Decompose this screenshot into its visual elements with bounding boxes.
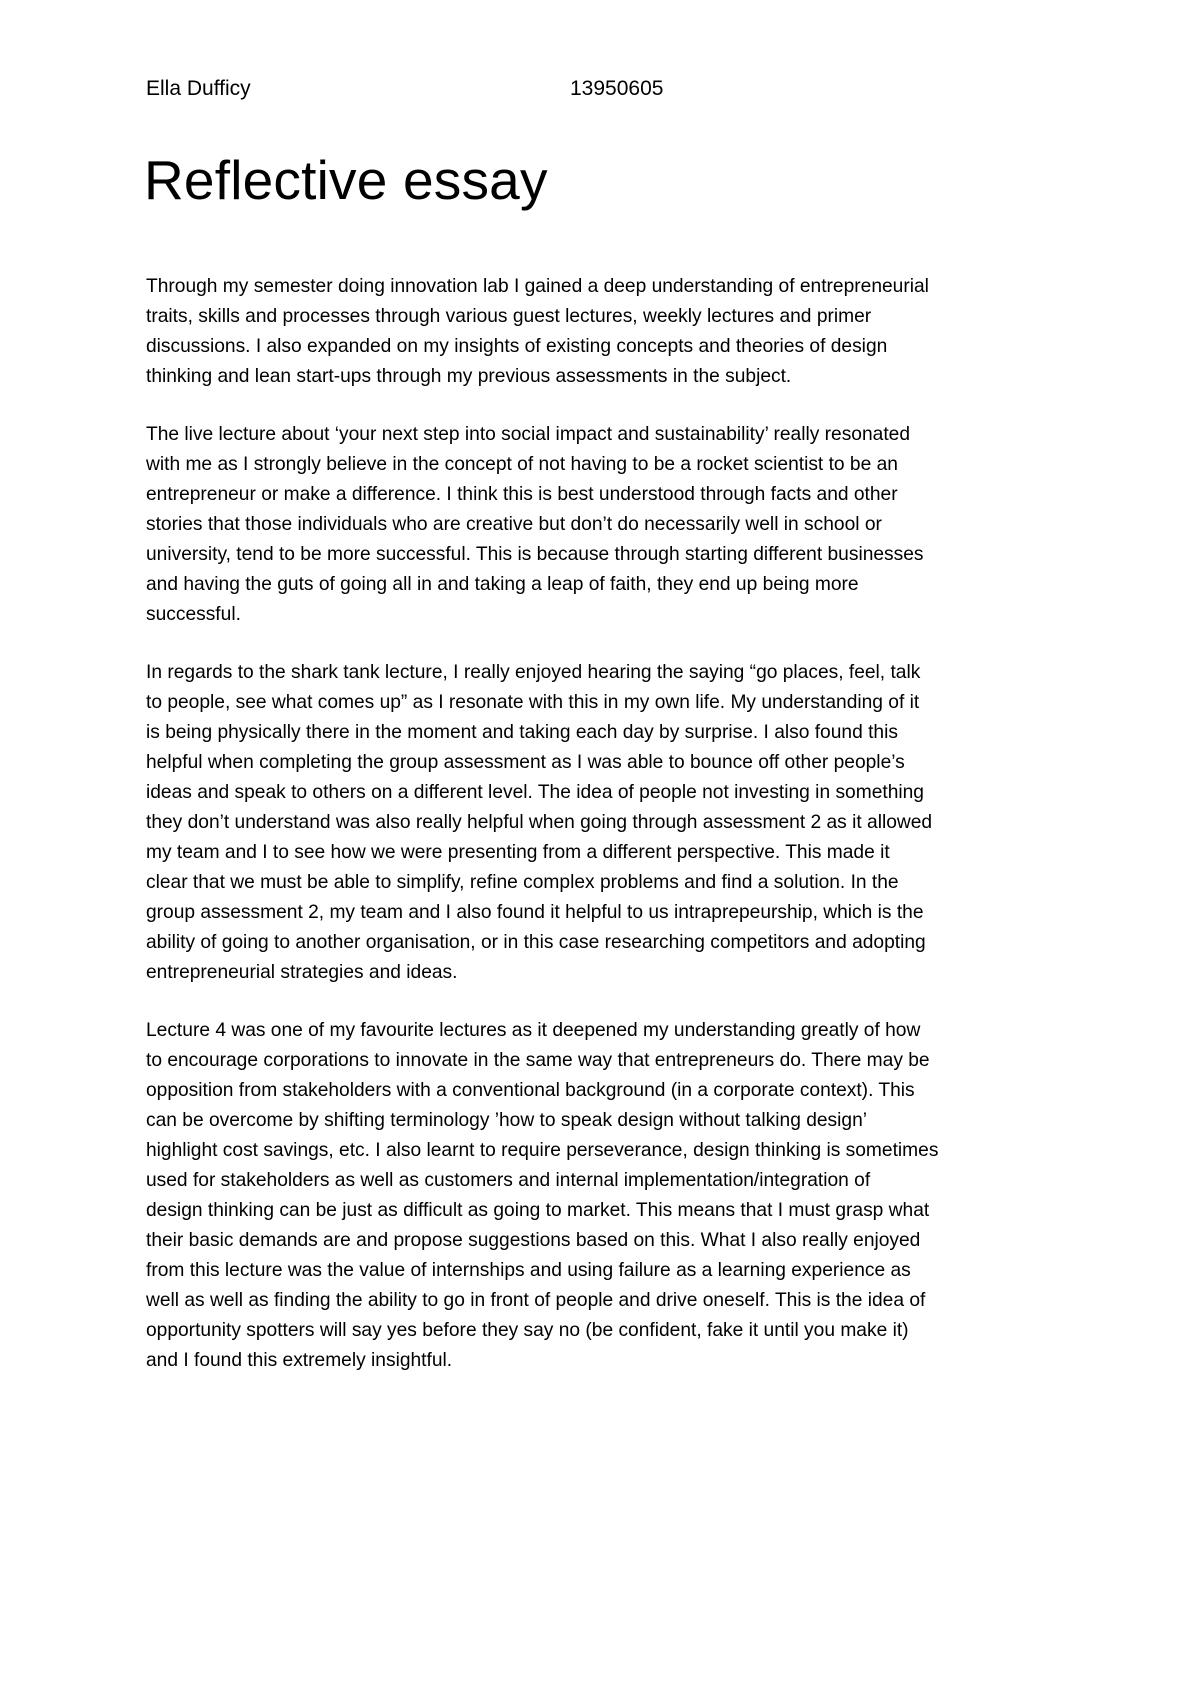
page-header (146, 74, 1066, 104)
paragraph-line: opposition from stakeholders with a conventional background (in a corporate context). This (146, 1080, 915, 1101)
paragraph-line: ability of going to another organisation, or in this case researching competitors and adopting (146, 932, 926, 953)
essay-paragraph (146, 1016, 1066, 1376)
paragraph-line: my team and I to see how we were presenting from a different perspective. This made it (146, 842, 890, 863)
paragraph-line: Lecture 4 was one of my favourite lectures as it deepened my understanding greatly of how (146, 1020, 921, 1041)
paragraph-line: ideas and speak to others on a different level. The idea of people not investing in something (146, 782, 924, 803)
paragraph-line: and having the guts of going all in and taking a leap of faith, they end up being more (146, 574, 859, 595)
author-name: Ella Dufficy (146, 77, 251, 100)
paragraph-line: Through my semester doing innovation lab I gained a deep understanding of entrepreneurial (146, 276, 929, 297)
paragraph-line: traits, skills and processes through various guest lectures, weekly lectures and primer (146, 306, 872, 327)
paragraph-line: used for stakeholders as well as customers and internal implementation/integration of (146, 1170, 871, 1191)
paragraph-line: highlight cost savings, etc. I also learnt to require perseverance, design thinking is sometimes (146, 1140, 939, 1161)
paragraph-line: group assessment 2, my team and I also found it helpful to us intraprepeurship, which is the (146, 902, 924, 923)
student-id: 13950605 (570, 77, 664, 100)
paragraph-line: entrepreneurial strategies and ideas. (146, 962, 458, 983)
paragraph-line: successful. (146, 604, 241, 625)
paragraph-line: their basic demands are and propose suggestions based on this. What I also really enjoyed (146, 1230, 921, 1251)
paragraph-line: clear that we must be able to simplify, refine complex problems and find a solution. In the (146, 872, 899, 893)
essay-body (146, 272, 1066, 1404)
paragraph-line: to encourage corporations to innovate in the same way that entrepreneurs do. There may be (146, 1050, 930, 1071)
paragraph-line: helpful when completing the group assessment as I was able to bounce off other people’s (146, 752, 905, 773)
essay-paragraph (146, 420, 1066, 630)
paragraph-line: from this lecture was the value of internships and using failure as a learning experience as (146, 1260, 911, 1281)
paragraph-line: opportunity spotters will say yes before they say no (be confident, fake it until you make it) (146, 1320, 909, 1341)
essay-paragraph (146, 658, 1066, 988)
paragraph-line: design thinking can be just as difficult as going to market. This means that I must grasp what (146, 1200, 930, 1221)
paragraph-line: well as well as finding the ability to go in front of people and drive oneself. This is the idea of (146, 1290, 926, 1311)
paragraph-line: they don’t understand was also really helpful when going through assessment 2 as it allowed (146, 812, 933, 833)
paragraph-line: entrepreneur or make a difference. I think this is best understood through facts and other (146, 484, 898, 505)
paragraph-line: and I found this extremely insightful. (146, 1350, 453, 1371)
paragraph-line: discussions. I also expanded on my insights of existing concepts and theories of design (146, 336, 888, 357)
paragraph-line: The live lecture about ‘your next step into social impact and sustainability’ really resonated (146, 424, 910, 445)
document-title: Reflective essay (144, 149, 548, 211)
paragraph-line: stories that those individuals who are creative but don’t do necessarily well in school or (146, 514, 882, 535)
paragraph-line: In regards to the shark tank lecture, I really enjoyed hearing the saying “go places, feel, talk (146, 662, 921, 683)
essay-paragraph (146, 272, 1066, 392)
paragraph-line: to people, see what comes up” as I resonate with this in my own life. My understanding of it (146, 692, 920, 713)
paragraph-line: university, tend to be more successful. This is because through starting different businesses (146, 544, 924, 565)
paragraph-line: thinking and lean start-ups through my previous assessments in the subject. (146, 366, 792, 387)
paragraph-line: with me as I strongly believe in the concept of not having to be a rocket scientist to be an (146, 454, 898, 475)
paragraph-line: can be overcome by shifting terminology ’how to speak design without talking design’ (146, 1110, 868, 1131)
paragraph-line: is being physically there in the moment and taking each day by surprise. I also found this (146, 722, 898, 743)
